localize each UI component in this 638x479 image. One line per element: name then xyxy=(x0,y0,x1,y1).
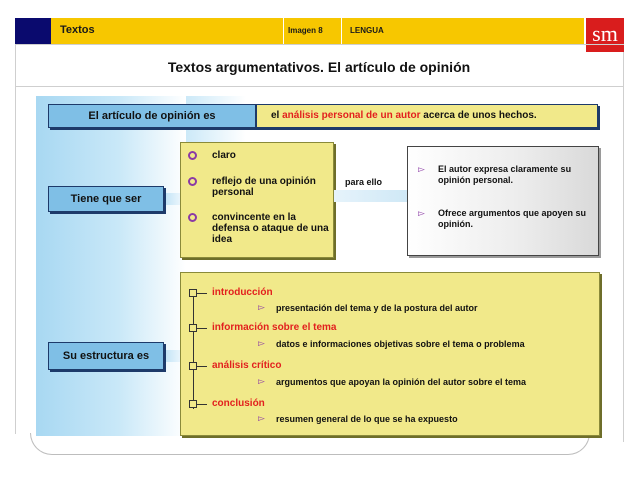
page-title: Textos argumentativos. El artículo de opinión xyxy=(167,59,471,75)
triangle-arrow-icon: ▻ xyxy=(418,164,425,174)
tree-node-icon xyxy=(189,324,197,332)
triangle-arrow-icon: ▻ xyxy=(258,302,265,312)
connector-purposes xyxy=(334,190,408,202)
purpose-item: El autor expresa claramente su opinión personal. xyxy=(438,164,572,185)
tree-branch xyxy=(197,404,207,405)
frame-left-line xyxy=(15,44,16,434)
tree-node-icon xyxy=(189,400,197,408)
definition-highlight: análisis personal de un autor xyxy=(282,110,421,121)
frame-top-line xyxy=(15,44,624,45)
circle-bullet-icon xyxy=(188,151,197,160)
definition-label: El artículo de opinión es xyxy=(48,104,256,128)
connector-structure xyxy=(164,350,180,362)
header-accent-block xyxy=(15,18,51,44)
quality-item: convincente en la defensa o ataque de una idea xyxy=(212,212,329,245)
circle-bullet-icon xyxy=(188,177,197,186)
header-subject: LENGUA xyxy=(342,18,584,44)
quality-item: claro xyxy=(212,150,236,161)
structure-part-title: información sobre el tema xyxy=(212,322,337,333)
structure-part-detail: presentación del tema y de la postura del autor xyxy=(276,303,478,313)
connector-qualities xyxy=(164,193,180,205)
quality-item: reflejo de una opinión personal xyxy=(212,176,316,198)
definition-box xyxy=(256,104,598,128)
structure-label: Su estructura es xyxy=(48,342,164,370)
tree-node-icon xyxy=(189,289,197,297)
structure-part-title: conclusión xyxy=(212,398,265,409)
tree-branch xyxy=(197,366,207,367)
triangle-arrow-icon: ▻ xyxy=(258,413,265,423)
triangle-arrow-icon: ▻ xyxy=(258,338,265,348)
purposes-box xyxy=(407,146,599,256)
qualities-label: Tiene que ser xyxy=(48,186,164,212)
title-divider xyxy=(15,86,623,87)
connector-label: para ello xyxy=(345,177,383,187)
frame-right-line xyxy=(623,52,624,442)
triangle-arrow-icon: ▻ xyxy=(258,376,265,386)
structure-part-detail: datos e informaciones objetivas sobre el tema o problema xyxy=(276,339,525,349)
structure-part-title: análisis crítico xyxy=(212,360,282,371)
circle-bullet-icon xyxy=(188,213,197,222)
tree-node-icon xyxy=(189,362,197,370)
frame-bottom-curve xyxy=(30,433,590,455)
purpose-item: Ofrece argumentos que apoyen su opinión. xyxy=(438,208,587,229)
header-section-title: Textos xyxy=(60,24,95,36)
structure-part-detail: argumentos que apoyan la opinión del autor sobre el tema xyxy=(276,377,527,387)
triangle-arrow-icon: ▻ xyxy=(418,208,425,218)
structure-part-detail: resumen general de lo que se ha expuesto xyxy=(276,414,458,424)
header-image-label: Imagen 8 xyxy=(283,18,341,44)
definition-suffix: acerca de unos hechos. xyxy=(420,110,537,121)
structure-part-title: introducción xyxy=(212,287,273,298)
definition-prefix: el xyxy=(271,110,283,121)
tree-vertical-line xyxy=(193,297,194,409)
tree-branch xyxy=(197,293,207,294)
tree-branch xyxy=(197,328,207,329)
publisher-logo: sm xyxy=(586,18,624,52)
blue-gradient-column xyxy=(36,96,186,436)
